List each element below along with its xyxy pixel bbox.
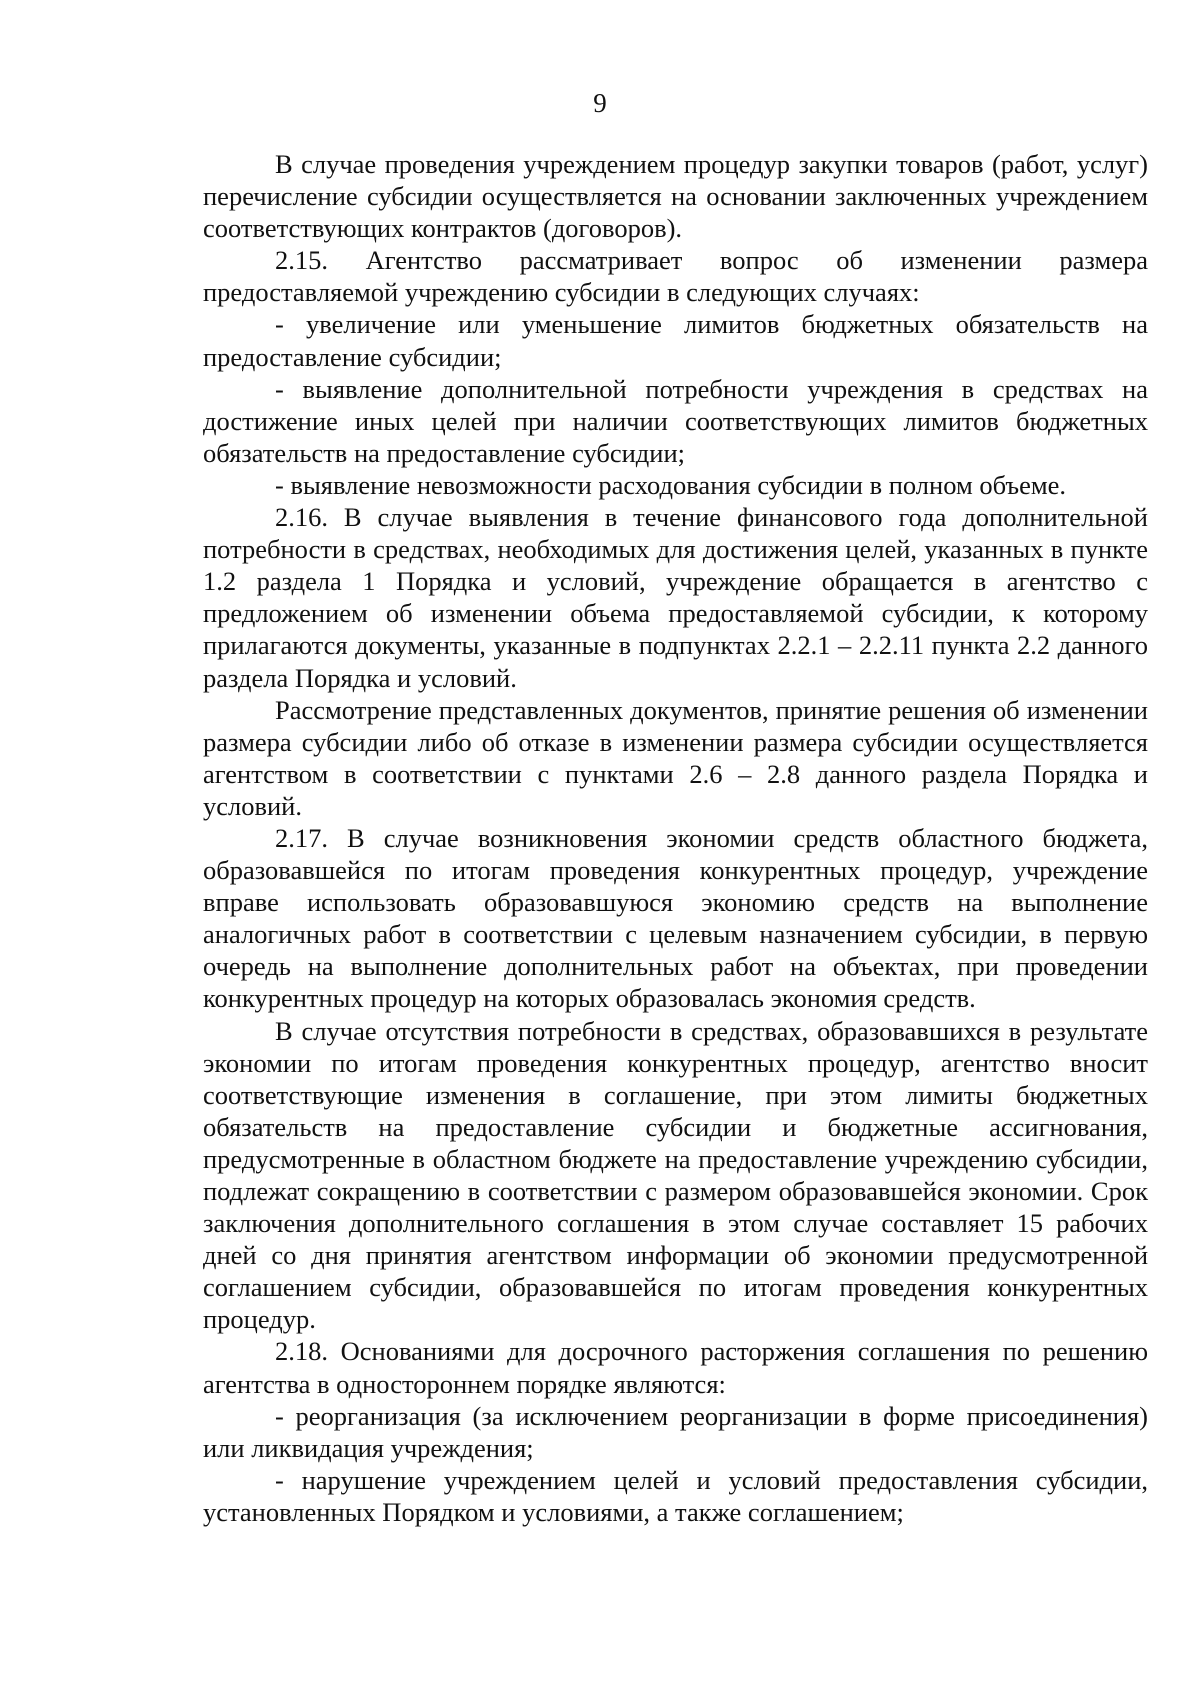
list-item-reorganization: - реорганизация (за исключением реорганизации в форме присоединения) или ликвидация учреждения; <box>203 1400 1148 1463</box>
paragraph-2-16: 2.16. В случае выявления в течение финансового года дополнительной потребности в средствах, необходимых для достижения целей, указанных в пункте 1.2 раздела 1 Порядка и условий, учреждение обращается в агентство с предложением об изменении объема предоставляемой субсидии, к которому прилагаются документы, указанные в подпунктах 2.2.1 – 2.2.11 пункта 2.2 данного раздела Порядка и условий. <box>203 502 1148 693</box>
page-number: 9 <box>593 88 607 118</box>
paragraph-2-15: 2.15. Агентство рассматривает вопрос об изменении размера предоставляемой учреждению субсидии в следующих случаях: <box>203 245 1148 308</box>
paragraph-procurement-note: В случае проведения учреждением процедур закупки товаров (работ, услуг) перечисление субсидии осуществляется на основании заключенных учреждением соответствующих контрактов (договоров). <box>203 149 1148 244</box>
list-item-additional-need: - выявление дополнительной потребности учреждения в средствах на достижение иных целей при наличии соответствующих лимитов бюджетных обязательств на предоставление субсидии; <box>203 373 1148 468</box>
paragraph-2-17: 2.17. В случае возникновения экономии средств областного бюджета, образовавшейся по итогам проведения конкурентных процедур, учреждение вправе использовать образовавшуюся экономию средств на выполнение аналогичных работ в соответствии с целевым назначением субсидии, в первую очередь на выполнение дополнительных работ на объектах, при проведении конкурентных процедур на которых образовалась экономия средств. <box>203 822 1148 1014</box>
paragraph-savings-absence: В случае отсутствия потребности в средствах, образовавшихся в результате экономии по итогам проведения конкурентных процедур, агентство вносит соответствующие изменения в соглашение, при этом лимиты бюджетных обязательств на предоставление субсидии и бюджетные ассигнования, предусмотренные в областном бюджете на предоставление учреждению субсидии, подлежат сокращению в соответствии с размером образовавшейся экономии. Срок заключения дополнительного соглашения в этом случае составляет 15 рабочих дней со дня принятия агентством информации об экономии предусмотренной соглашением субсидии, образовавшейся по итогам проведения конкурентных процедур. <box>203 1015 1148 1335</box>
list-item-impossibility: - выявление невозможности расходования субсидии в полном объеме. <box>275 469 1067 500</box>
list-item-limits-change: - увеличение или уменьшение лимитов бюджетных обязательств на предоставление субсидии; <box>203 309 1148 372</box>
paragraph-2-18: 2.18. Основаниями для досрочного расторжения соглашения по решению агентства в одностороннем порядке являются: <box>203 1336 1148 1399</box>
list-item-violation: - нарушение учреждением целей и условий предоставления субсидии, установленных Порядком и условиями, а также соглашением; <box>203 1464 1148 1527</box>
document-body <box>203 148 1148 1528</box>
paragraph-review-documents: Рассмотрение представленных документов, принятие решения об изменении размера субсидии либо об отказе в изменении размера субсидии осуществляется агентством в соответствии с пунктами 2.6 – 2.8 данного раздела Порядка и условий. <box>203 694 1148 821</box>
